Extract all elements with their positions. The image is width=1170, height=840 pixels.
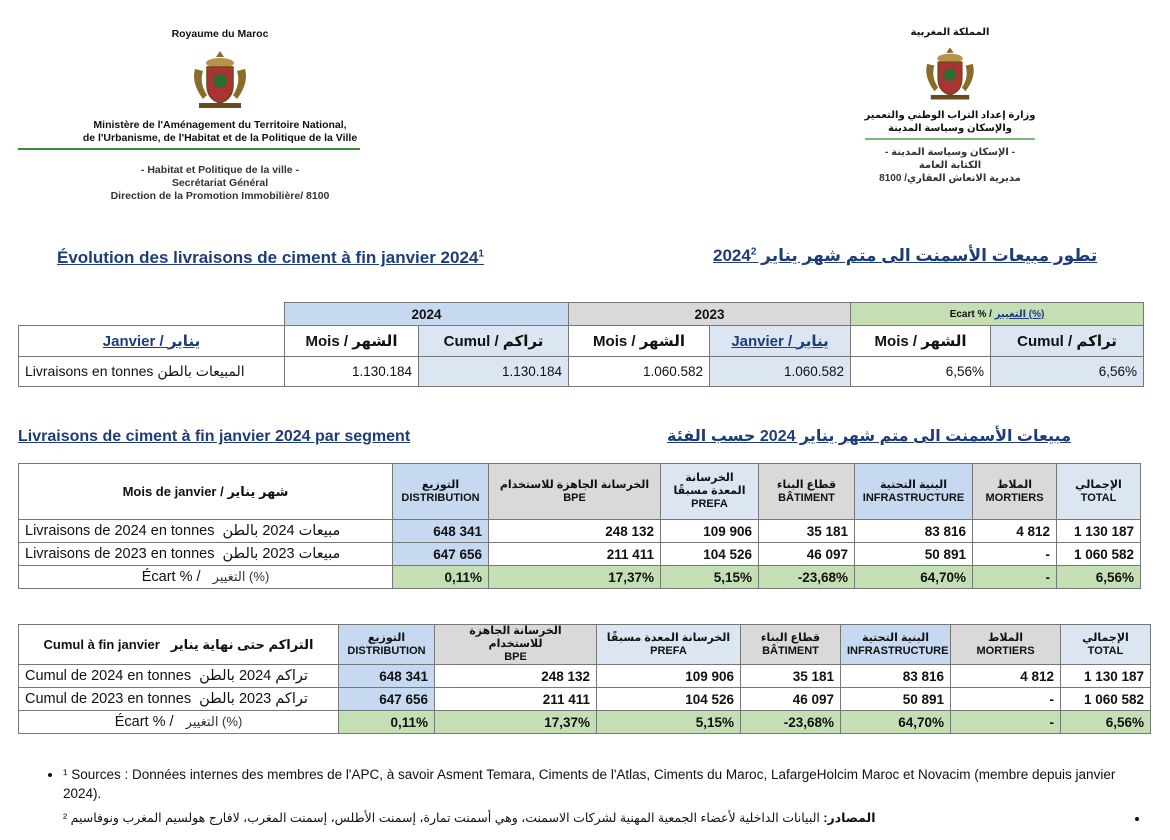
col-ar: الملاط [987,631,1024,644]
cell-value: 0,11% [339,711,435,734]
table-row [19,665,1151,688]
col-fr: MORTIERS [985,491,1044,504]
col-ar: الإجمالي [1082,631,1129,644]
cell-value: 50 891 [855,543,973,566]
ministry-fr-line1: Ministère de l'Aménagement du Territoire National, [93,119,347,131]
table-row [19,711,1151,734]
month-2023-header [710,326,851,357]
row-label [19,543,393,566]
row-label-ar: تراكم 2024 بالطن [199,668,308,684]
row-label-fr: Livraisons de 2023 en tonnes [25,546,215,562]
col-ar: البنية التحتية [861,631,930,644]
row-label [19,520,393,543]
col-fr: PREFA [650,644,687,657]
row-label [19,566,393,589]
header-fr [0,0,440,203]
cell-value: 83 816 [855,520,973,543]
row-label [19,665,339,688]
col-ar: الخرسانة الجاهزة للاستخدام [499,478,650,491]
cell-value: 35 181 [759,520,855,543]
summary-subheader-row [19,326,1144,357]
cell-value: 104 526 [661,543,759,566]
row-label [19,711,339,734]
col-header [841,625,951,665]
title-fr [57,248,484,268]
col-fr: INFRASTRUCTURE [847,644,949,657]
col-ar: الخرسانة المعدة مسبقًا [673,472,746,497]
monthly-head-label: Mois de janvier / شهر يناير [19,464,393,520]
dept-fr-line3: Direction de la Promotion Immobilière/ 8100 [110,190,330,202]
col-fr: MORTIERS [976,644,1035,657]
dept-fr-line2: Secrétariat Général [171,177,269,189]
summary-year-row [19,303,1144,326]
table-row [19,566,1141,589]
col-fr: DISTRIBUTION [401,491,480,504]
col-fr: BPE [504,651,527,663]
col-ar: قطاع البناء [776,478,837,491]
row-label-fr: Écart % / [114,714,178,730]
ecart-mois: 6,56% [851,357,991,387]
col-fr: BPE [563,491,586,504]
cell-value: 109 906 [597,665,741,688]
row-label-ar: تراكم 2023 بالطن [199,691,308,707]
col-header [489,464,661,520]
kingdom-fr: Royaume du Maroc [171,28,269,40]
col-fr: BÂTIMENT [762,644,819,657]
ministry-ar-line2: والإسكان وسياسة المدينة [888,123,1012,134]
header-ar [800,0,1100,185]
table-row [19,520,1141,543]
col-ar: الملاط [996,478,1033,491]
ecart-ar-label: التغيير (%) [994,308,1045,320]
col-fr: TOTAL [1087,644,1124,657]
cell-value: - [973,566,1057,589]
col-header [597,625,741,665]
row-label-ar: مبيعات 2024 بالطن [222,523,341,539]
title-fr-sup: 1 [478,248,484,260]
col-fr: DISTRIBUTION [347,644,426,657]
table-row [19,543,1141,566]
col-fr: TOTAL [1080,491,1117,504]
cumul-ecart-header: Cumul / تراكم [991,326,1144,357]
row-label-ar: التغيير (%) [212,569,270,584]
cell-value: 1 130 187 [1057,520,1141,543]
mois-2023-header: Mois / الشهر [569,326,710,357]
col-ar: قطاع البناء [760,631,821,644]
cumul-2024-header: Cumul / تراكم [419,326,569,357]
cell-value: 647 656 [393,543,489,566]
coat-of-arms-icon [918,43,982,103]
cumul-header-row [19,625,1151,665]
col-header [759,464,855,520]
monthly-segment-table [18,463,1141,589]
cell-value: 46 097 [741,688,841,711]
row-label-ar: مبيعات 2023 بالطن [222,546,341,562]
v2023-cumul: 1.060.582 [710,357,851,387]
footnote-2-label: المصادر: [823,811,876,825]
col-header [661,464,759,520]
v2024-mois: 1.130.184 [285,357,419,387]
coat-of-arms-icon [185,47,255,111]
footnote-1: • ¹ Sources : Données internes des membres de l'APC, à savoir Asment Temara, Ciments de l'Atlas, Ciments du Maroc, LafargeHolcim Maroc et Novacim (membre depuis janvier 2024). [63,765,1125,803]
segment-title-ar: مبيعات الأسمنت الى متم شهر يناير 2024 حسب الفئة [667,428,1071,445]
cell-value: -23,68% [759,566,855,589]
title-fr-text: Évolution des livraisons de ciment à fin janvier 2024 [57,248,479,267]
row-label-fr: Cumul de 2024 en tonnes [25,668,192,684]
cell-value: 248 132 [489,520,661,543]
cell-value: 4 812 [973,520,1057,543]
footnote-2-text: البيانات الداخلية لأعضاء الجمعية المهنية لشركات الاسمنت، وهي أسمنت تمارة، إسمنت الأطلس، إسمنت المغرب، لافارج هولسيم المغرب ونوفاسيم ² [63,811,824,825]
col-fr: BÂTIMENT [778,491,835,504]
ecart-cumul: 6,56% [991,357,1144,387]
cell-value: 17,37% [489,566,661,589]
col-header [951,625,1061,665]
dept-ar-line1: - الإسكان وسياسة المدينة - [885,147,1015,158]
cell-value: - [973,543,1057,566]
cumul-head-fr: Cumul à fin janvier [43,637,160,652]
kingdom-ar: المملكة المغربية [910,27,990,38]
year-2023-header: 2023 [569,303,851,326]
col-fr: PREFA [691,498,728,510]
col-header [393,464,489,520]
cell-value: 0,11% [393,566,489,589]
col-header [1057,464,1141,520]
summary-data-row [19,357,1144,387]
ministry-fr-line2: de l'Urbanisme, de l'Habitat et de la Politique de la Ville [82,132,358,144]
cell-value: 64,70% [855,566,973,589]
row-label [19,688,339,711]
col-ar: الإجمالي [1075,478,1122,491]
row-label-fr: Livraisons de 2024 en tonnes [25,523,215,539]
cell-value: 50 891 [841,688,951,711]
cell-value: 35 181 [741,665,841,688]
segment-title-fr: Livraisons de ciment à fin janvier 2024 par segment [18,428,411,445]
cell-value: 109 906 [661,520,759,543]
dept-ar-line3: مديرية الانعاش العقاري/ 8100 [879,173,1021,184]
title-ar-text: تطور مبيعات الأسمنت الى متم شهر يناير 2024 [713,246,1098,265]
cell-value: 647 656 [339,688,435,711]
ministry-ar-line1: وزارة إعداد التراب الوطني والتعمير [864,110,1036,121]
monthly-header-row [19,464,1141,520]
cell-value: 648 341 [393,520,489,543]
col-header [339,625,435,665]
ecart-fr-label: Ecart % / [949,308,995,320]
col-ar: البنية التحتية [879,478,948,491]
cell-value: 64,70% [841,711,951,734]
v2023-mois: 1.060.582 [569,357,710,387]
ecart-header [851,303,1144,326]
col-ar: التوزيع [367,631,406,644]
title-ar-sup: 2 [750,246,757,258]
dept-ar-line2: الكتابة العامة [918,160,982,171]
col-header [855,464,973,520]
cumul-segment-table [18,624,1151,734]
cell-value: 1 130 187 [1061,665,1151,688]
cell-value: - [951,711,1061,734]
mois-ecart-header: Mois / الشهر [851,326,991,357]
summary-table [18,302,1144,387]
cell-value: 83 816 [841,665,951,688]
header-ar-divider [865,138,1035,140]
row-label-fr: Cumul de 2023 en tonnes [25,691,192,707]
col-header [741,625,841,665]
table-row [19,688,1151,711]
cell-value: 211 411 [489,543,661,566]
footnote-2 [63,809,1125,828]
cell-value: 211 411 [435,688,597,711]
row-label-ar: التغيير (%) [185,714,243,729]
month-header [19,326,285,357]
mois-2024-header: Mois / الشهر [285,326,419,357]
cumul-head-ar: التراكم حتى نهاية يناير [170,637,314,652]
cell-value: 4 812 [951,665,1061,688]
cell-value: - [951,688,1061,711]
cell-value: 5,15% [597,711,741,734]
cell-value: 6,56% [1061,711,1151,734]
col-header [973,464,1057,520]
col-header [1061,625,1151,665]
title-ar [713,246,1097,266]
dept-fr-line1: - Habitat et Politique de la ville - [140,164,300,176]
v2024-cumul: 1.130.184 [419,357,569,387]
cell-value: -23,68% [741,711,841,734]
col-ar: الخرسانة المعدة مسبقًا [606,631,731,644]
cell-value: 17,37% [435,711,597,734]
cell-value: 104 526 [597,688,741,711]
row-label-fr: Écart % / [141,569,205,585]
col-ar: التوزيع [421,478,460,491]
year-2024-header: 2024 [285,303,569,326]
cell-value: 648 341 [339,665,435,688]
row-label: Livraisons en tonnes المبيعات بالطن [19,357,285,387]
col-header [435,625,597,665]
header-fr-divider [18,148,360,150]
month-label: Janvier / يناير [102,333,201,350]
month-2023-label: Janvier / يناير [731,333,829,350]
cell-value: 46 097 [759,543,855,566]
footnotes [45,765,1125,834]
col-ar: الخرسانة الجاهزة للاستخدام [469,625,562,650]
cell-value: 6,56% [1057,566,1141,589]
col-fr: INFRASTRUCTURE [862,491,965,504]
cell-value: 1 060 582 [1061,688,1151,711]
cumul-head-label [19,625,339,665]
cell-value: 5,15% [661,566,759,589]
cell-value: 1 060 582 [1057,543,1141,566]
cell-value: 248 132 [435,665,597,688]
